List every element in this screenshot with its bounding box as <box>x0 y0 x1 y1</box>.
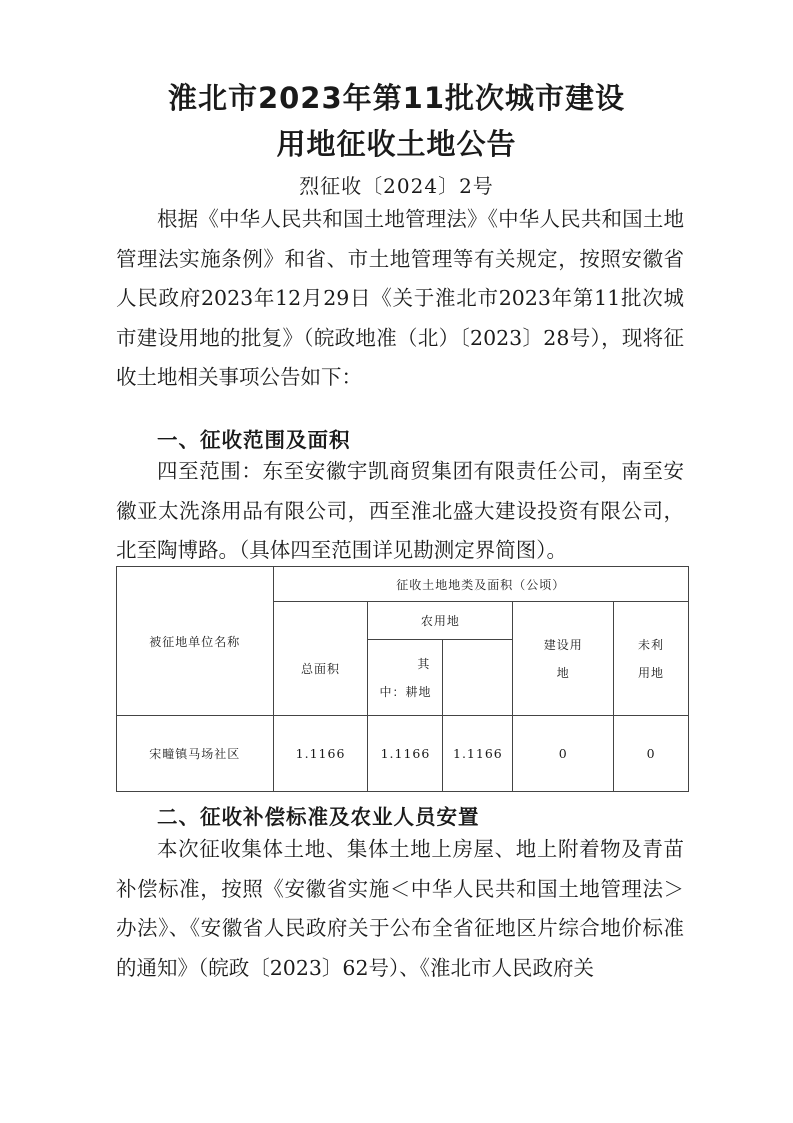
header-group: 征收土地地类及面积（公顷） <box>273 567 688 602</box>
row-arable: 1.1166 <box>443 716 513 792</box>
header-arable-line1: 其 <box>417 656 431 671</box>
section1-heading: 一、征收范围及面积 <box>157 428 351 452</box>
compensation-paragraph: 本次征收集体土地、集体土地上房屋、地上附着物及青苗补偿标准，按照《安徽省实施＜中华人民共和国土地管理法＞办法》、《安徽省人民政府关于公布全省征地区片综合地价标准的通知》（皖政〔2023〕62号）、《淮北市人民政府关 <box>116 837 684 980</box>
header-total-area-label: 总面积 <box>301 662 341 676</box>
row-agricultural: 1.1166 <box>368 716 443 792</box>
intro-paragraph: 根据《中华人民共和国土地管理法》《中华人民共和国土地管理法实施条例》和省、市土地管理等有关规定，按照安徽省人民政府2023年12月29日《关于淮北市2023年第11批次城市建设用地的批复》（皖政地准（北）〔2023〕28号），现将征收土地相关事项公告如下： <box>116 207 684 389</box>
header-construction-line1: 建设用 <box>543 637 583 652</box>
header-arable <box>368 640 443 716</box>
row-unused: 0 <box>614 716 689 792</box>
table-row <box>117 716 689 792</box>
document-number: 烈征收〔2024〕2号 <box>299 174 494 198</box>
header-total-area <box>273 602 368 716</box>
header-unit-name: 被征地单位名称 <box>117 567 274 716</box>
page-title-line2: 用地征收土地公告 <box>276 127 517 161</box>
header-arable-line2: 中：耕地 <box>379 684 432 699</box>
row-construction: 0 <box>513 716 614 792</box>
scope-paragraph: 四至范围：东至安徽宇凯商贸集团有限责任公司，南至安徽亚太洗涤用品有限公司，西至淮北盛大建设投资有限公司，北至陶博路。（具体四至范围详见勘测定界简图）。 <box>116 459 684 562</box>
row-total-area: 1.1166 <box>273 716 368 792</box>
section2-heading: 二、征收补偿标准及农业人员安置 <box>157 805 480 829</box>
header-unused-line2: 用地 <box>638 665 665 680</box>
land-area-table <box>116 566 689 792</box>
header-agricultural: 农用地 <box>368 602 513 640</box>
header-unused <box>614 602 689 716</box>
page-title-line1: 淮北市2023年第11批次城市建设 <box>167 81 626 115</box>
header-construction-line2: 地 <box>556 665 570 680</box>
row-unit-name: 宋疃镇马场社区 <box>117 716 274 792</box>
header-construction <box>513 602 614 716</box>
header-unused-line1: 未利 <box>638 637 665 652</box>
